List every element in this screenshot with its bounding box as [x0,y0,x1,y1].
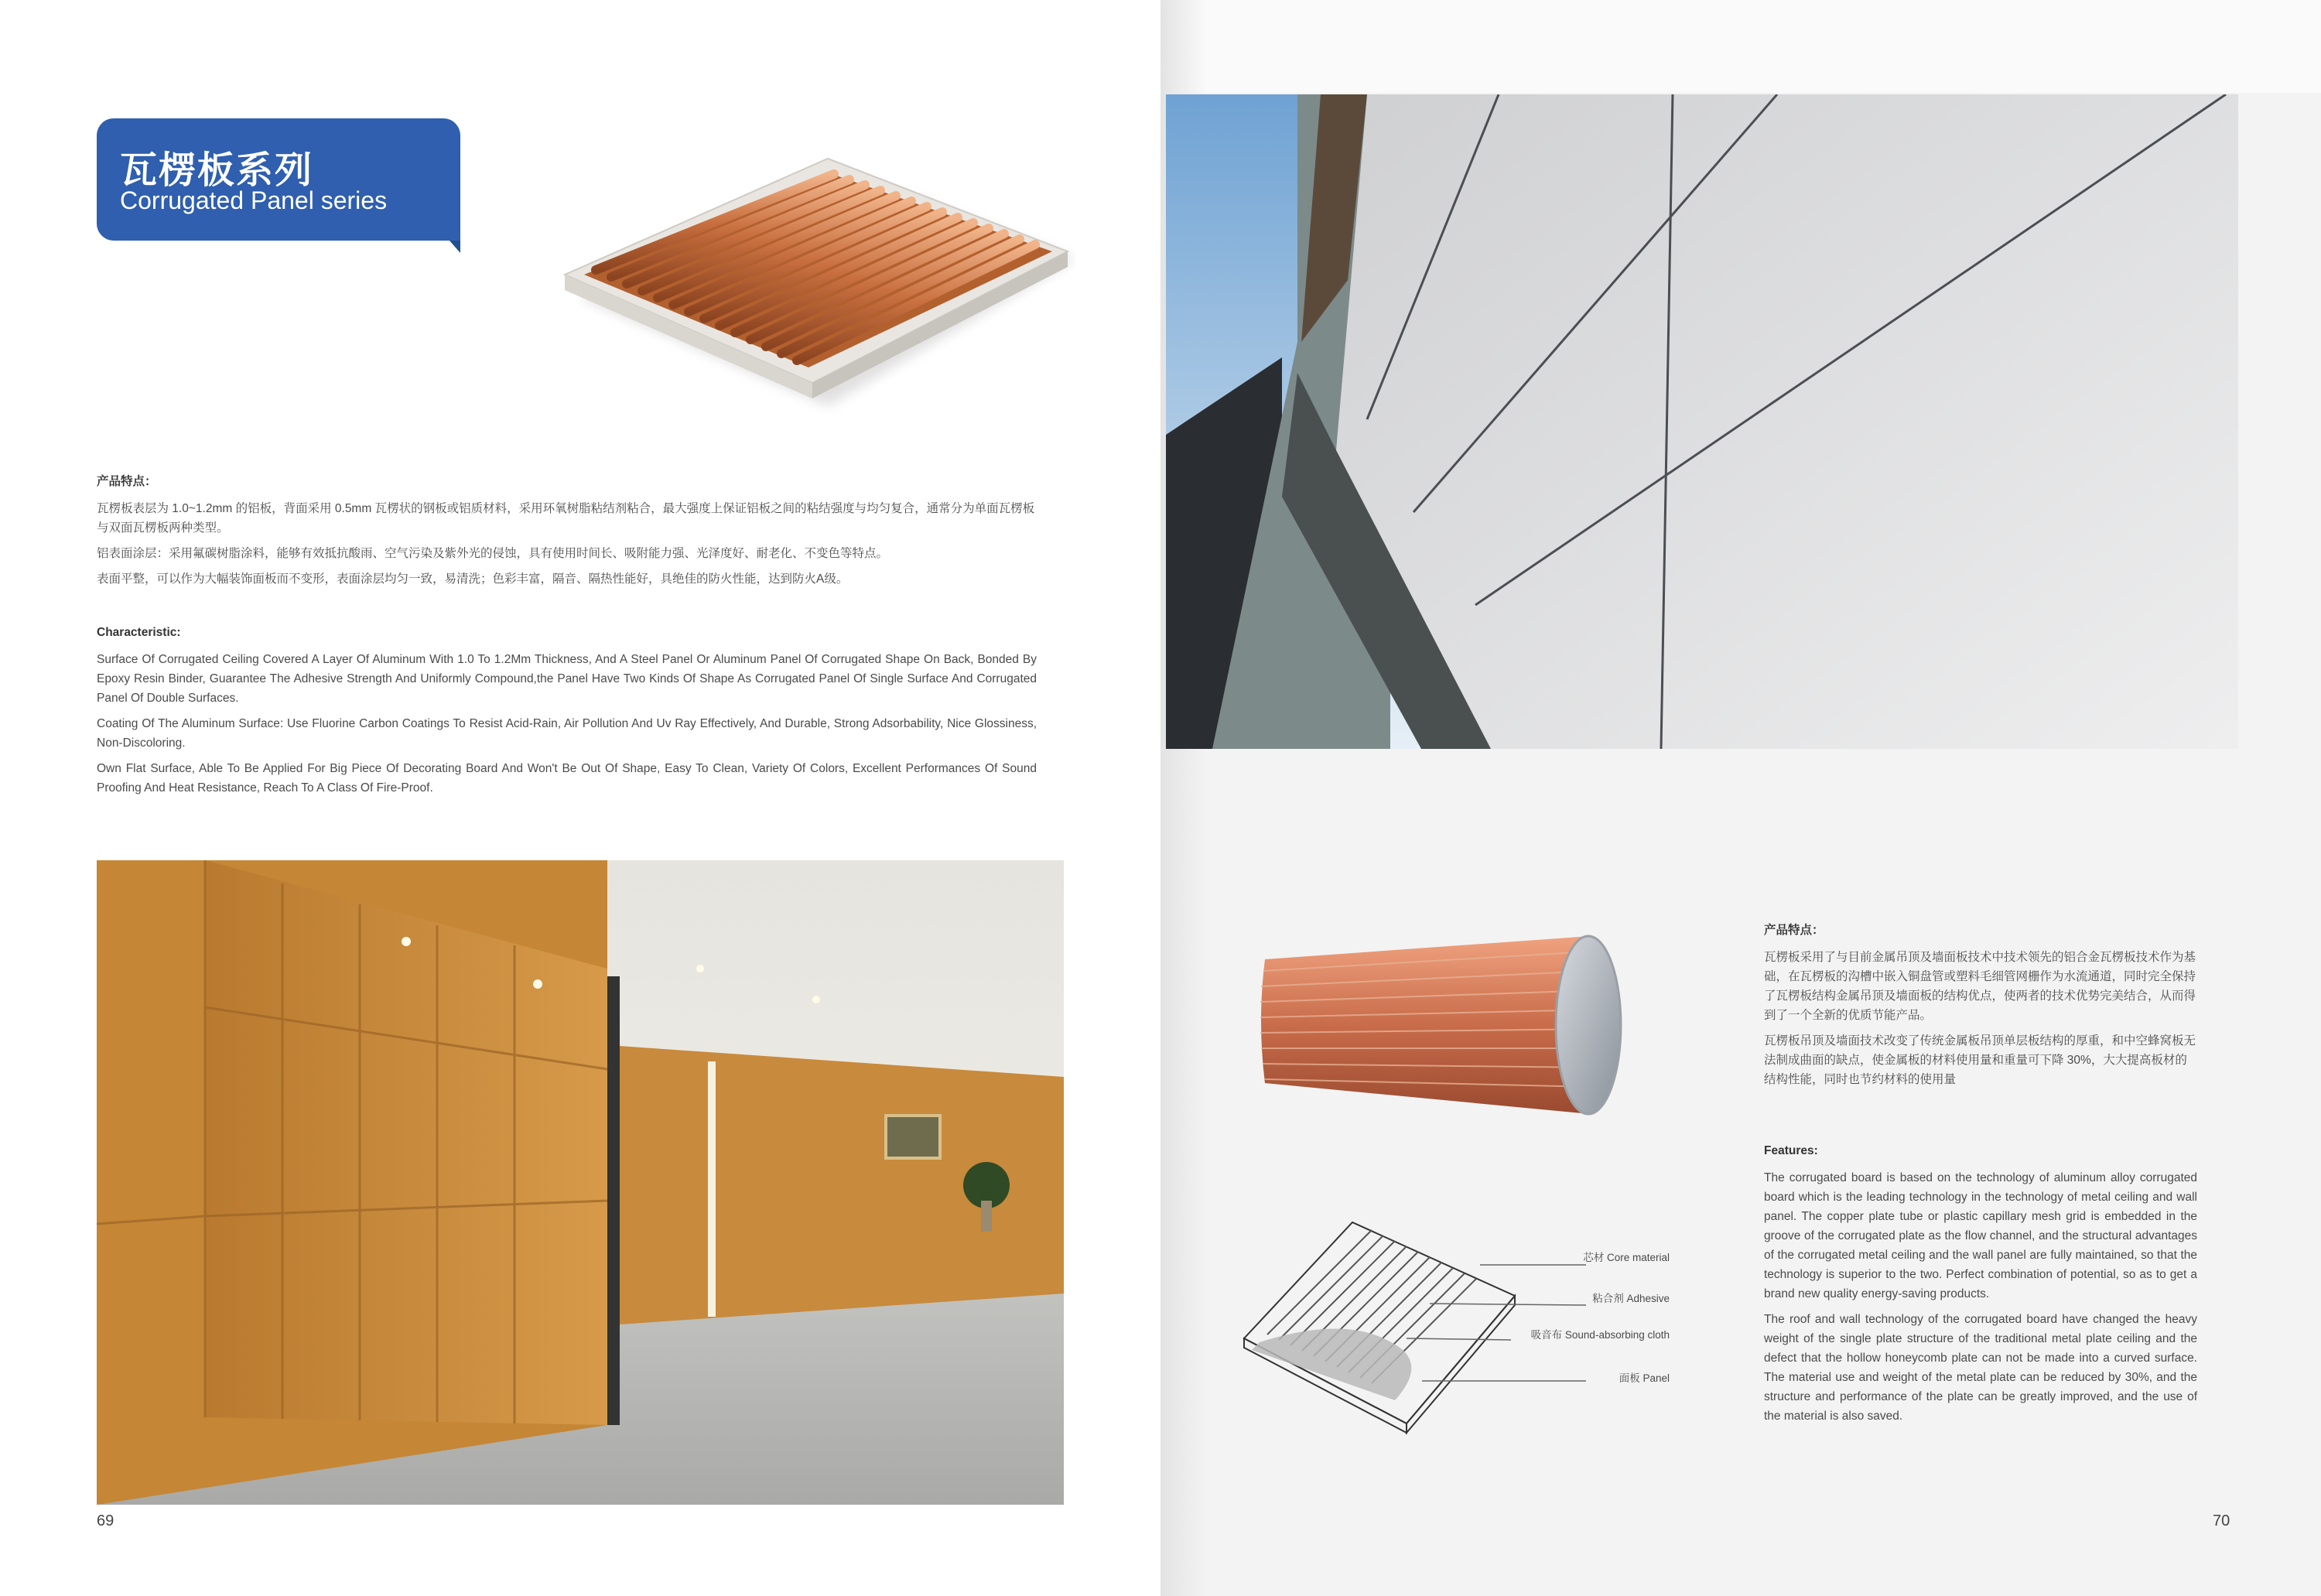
left-en-paragraph: Own Flat Surface, Able To Be Applied For Big Piece Of Decorating Board And Won't Be Out Of Shape, Easy To Clean, Variety Of Colors, Excellent Performances Of Sound Proofing And Heat Resistance, Reach To A Class Of Fire-Proof. [97,762,1037,795]
building-facade-photo [1166,94,2238,749]
corrugated-panel-product-image [549,151,1075,429]
right-en-paragraph: The roof and wall technology of the corrugated board have changed the heavy weight of the single plate structure of the traditional metal plate ceiling and the defect that the hollow honeycomb plate can not be made into a curved surface. The material use and weight of the metal plate can be reduced by 30%, and the structure and performance of the plate can be greatly improved, and the use of the material is also saved. [1764,1313,2197,1423]
left-cn-paragraph: 铝表面涂层：采用氟碳树脂涂料，能够有效抵抗酸雨、空气污染及紫外光的侵蚀，具有使用时间长、吸附能力强、光泽度好、耐老化、不变色等特点。 [97,547,889,560]
right-cn-description [1764,921,2197,1095]
diagram-label-panel: 面板 Panel [1619,1372,1670,1384]
panel-layer-diagram [1236,1207,1685,1439]
right-en-heading: Features: [1764,1144,1818,1157]
diagram-label-cloth: 吸音布 Sound-absorbing cloth [1530,1329,1670,1341]
right-cn-paragraph: 瓦楞板采用了与目前金属吊顶及墙面板技术中技术领先的铝合金瓦楞板技术作为基础，在瓦楞板的沟槽中嵌入铜盘管或塑料毛细管网栅作为水流通道，同时完全保持了瓦楞板结构金属吊顶及墙面板的结构优点，使两者的技术优势完美结合，从而得到了一个全新的优质节能产品。 [1764,951,2196,1022]
series-title-tab [97,118,460,241]
diagram-label-core: 芯材 Core material [1583,1252,1670,1263]
left-cn-heading: 产品特点： [97,475,157,488]
title-chinese: 瓦楞板系列 [120,150,314,191]
diagram-label-adhesive: 粘合剂 Adhesive [1592,1293,1670,1304]
left-en-description [97,623,1037,804]
page-number-right: 70 [2213,1512,2230,1529]
interior-wood-panel-photo [97,860,1064,1505]
left-cn-description [97,472,1037,595]
right-page-top-band [1160,0,2321,93]
corrugated-roll-product-image [1242,928,1629,1130]
right-cn-paragraph: 瓦楞板吊顶及墙面技术改变了传统金属板吊顶单层板结构的厚重，和中空蜂窝板无法制成曲面的缺点，使金属板的材料使用量和重量可下降 30%，大大提高板材的结构性能，同时也节约材料的使用量 [1764,1034,2196,1086]
left-en-paragraph: Coating Of The Aluminum Surface: Use Fluorine Carbon Coatings To Resist Acid-Rain, Air Pollution And Uv Ray Effectively, And Durable, Strong Adsorbability, Nice Glossiness, Non-Discoloring. [97,717,1037,750]
right-en-paragraph: The corrugated board is based on the technology of aluminum alloy corrugated board which is the leading technology in the technology of metal ceiling and wall panel. The copper plate tube or plastic capillary mesh grid is embedded in the groove of the corrugated plate as the flow channel, and the structural advantages of the corrugated metal ceiling and the wall panel are fully maintained, so that the technology is superior to the two. Perfect combination of potential, so as to get a brand new quality energy-saving products. [1764,1171,2197,1300]
left-en-heading: Characteristic: [97,626,181,639]
right-cn-heading: 产品特点： [1764,924,1824,937]
left-cn-paragraph: 瓦楞板表层为 1.0~1.2mm 的铝板，背面采用 0.5mm 瓦楞状的钢板或铝质材料，采用环氧树脂粘结剂粘合，最大强度上保证铝板之间的粘结强度与均匀复合，通常分为单面瓦楞板与双面瓦楞板两种类型。 [97,502,1035,535]
left-en-paragraph: Surface Of Corrugated Ceiling Covered A Layer Of Aluminum With 1.0 To 1.2Mm Thickness, And A Steel Panel Or Aluminum Panel Of Corrugated Shape On Back, Bonded By Epoxy Resin Binder, Guarantee The Adhesive Strength And Uniformly Compound,the Panel Have Two Kinds Of Shape As Corrugated Panel Of Single Surface And Corrugated Panel Of Double Surfaces. [97,653,1037,705]
title-english: Corrugated Panel series [120,186,388,214]
left-cn-paragraph: 表面平整，可以作为大幅装饰面板而不变形，表面涂层均匀一致，易清洗；色彩丰富，隔音、隔热性能好，具绝佳的防火性能，达到防火A级。 [97,572,849,586]
right-en-description [1764,1141,2197,1432]
page-number-left: 69 [97,1512,115,1529]
